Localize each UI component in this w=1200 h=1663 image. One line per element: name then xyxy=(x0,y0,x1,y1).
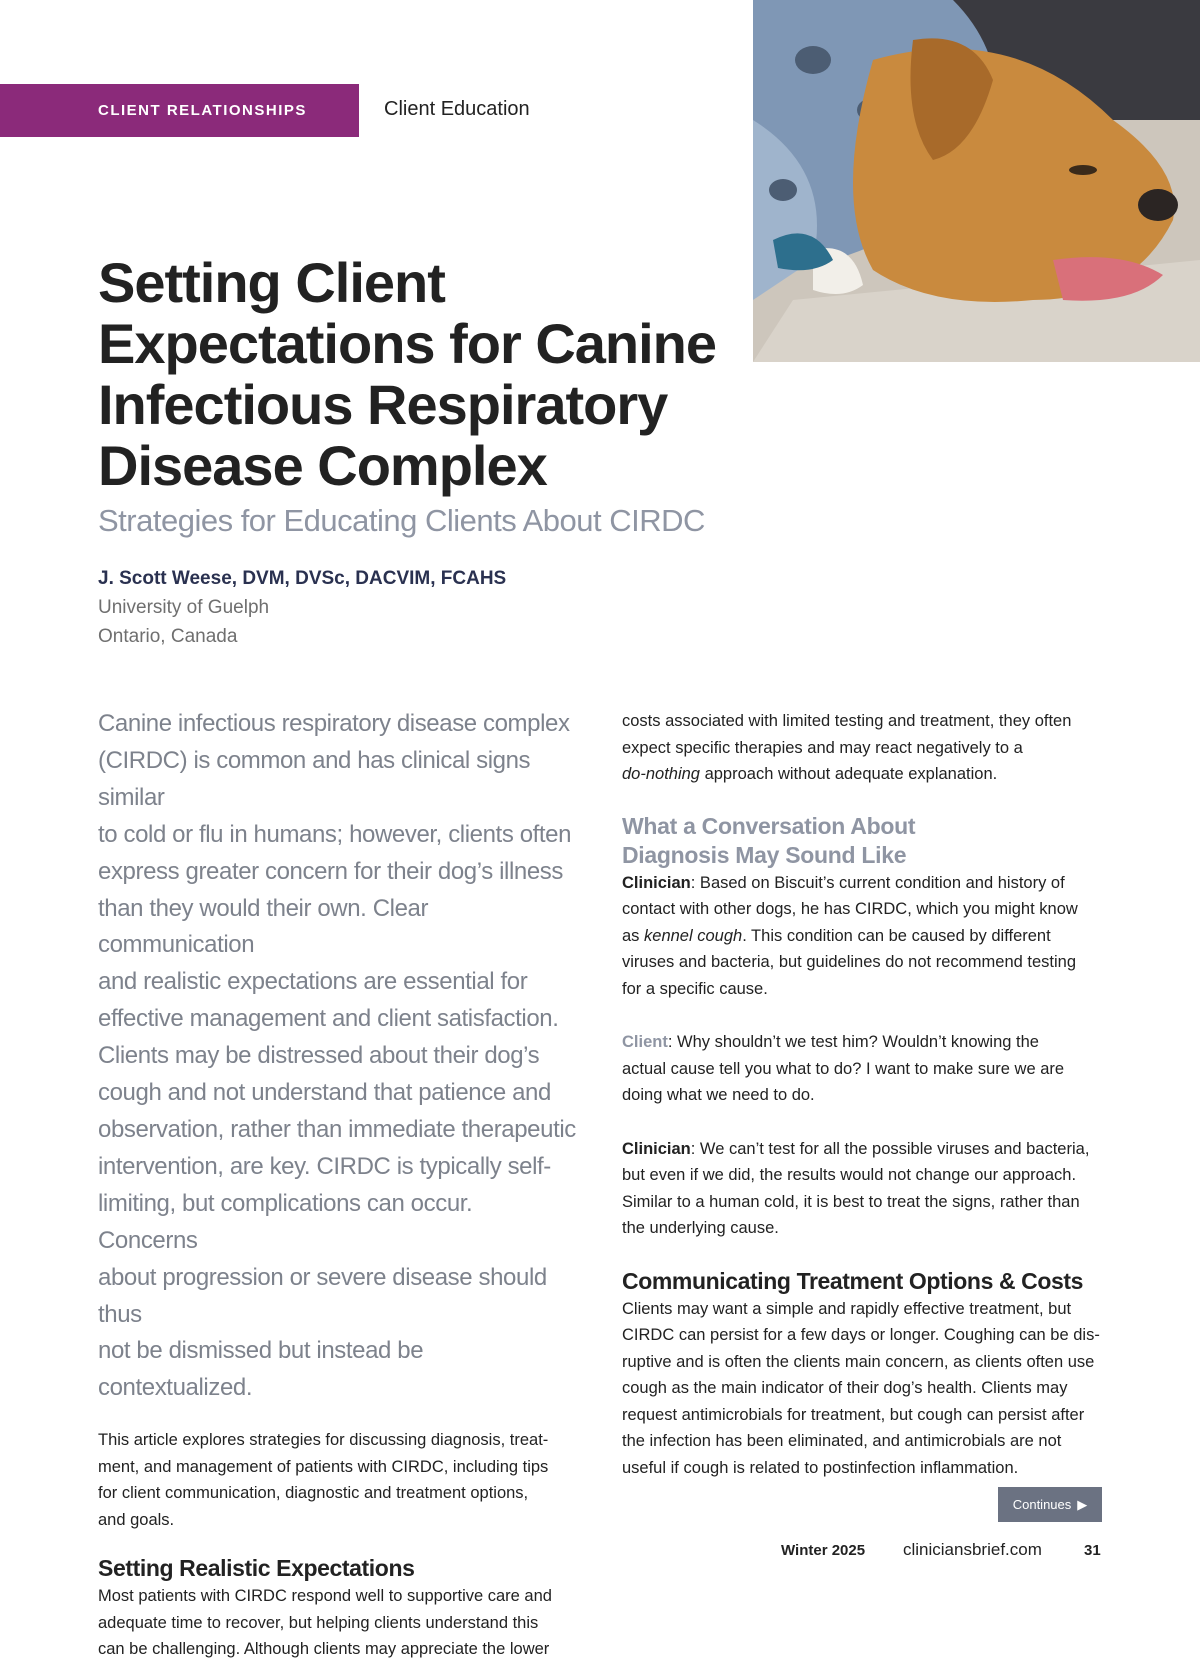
dialogue-clinician-2 xyxy=(622,1136,1104,1242)
lede-line: observation, rather than immediate therapeutic xyxy=(98,1115,576,1143)
body-line xyxy=(622,761,1104,788)
body-line: the infection has been eliminated, and antimicrobials are not xyxy=(622,1432,1062,1450)
title-line: Infectious Respiratory xyxy=(98,373,668,436)
body-line: ment, and management of patients with CIRDC, including tips xyxy=(98,1457,549,1476)
emphasis-text: do-nothing xyxy=(622,765,700,783)
title-line: Expectations for Canine xyxy=(98,312,717,375)
body-line: expect specific therapies and may react negatively to a xyxy=(622,738,1023,757)
lede-line: about progression or severe disease should thus xyxy=(98,1263,547,1328)
body-line: viruses and bacteria, but guidelines do not recommend testing xyxy=(622,953,1077,971)
treatment-paragraph xyxy=(622,1296,1104,1482)
dog-photo xyxy=(753,0,1200,362)
body-line: but even if we did, the results would not change our approach. xyxy=(622,1166,1077,1184)
heading-realistic-expectations: Setting Realistic Expectations xyxy=(98,1555,415,1582)
lede-line: not be dismissed but instead be contextualized. xyxy=(98,1337,424,1402)
intro-paragraph xyxy=(98,1427,576,1533)
body-line xyxy=(622,1136,1104,1163)
speaker-client: Client xyxy=(622,1033,668,1051)
section-tag-label: CLIENT RELATIONSHIPS xyxy=(98,102,307,119)
dialogue-clinician-1 xyxy=(622,870,1104,1003)
left-column xyxy=(98,706,576,1663)
lede-line: effective management and client satisfaction. xyxy=(98,1005,559,1033)
body-line xyxy=(622,1029,1104,1056)
lede-line: limiting, but complications can occur. Concerns xyxy=(98,1189,473,1254)
body-line: Most patients with CIRDC respond well to supportive care and xyxy=(98,1587,552,1606)
article-title xyxy=(98,252,718,496)
body-line: This article explores strategies for discussing diagnosis, treat- xyxy=(98,1431,549,1450)
body-line: Clients may want a simple and rapidly effective treatment, but xyxy=(622,1299,1072,1318)
body-text: . This condition can be caused by different xyxy=(742,926,1051,945)
body-text: as xyxy=(622,926,645,945)
lede-line: intervention, are key. CIRDC is typically self- xyxy=(98,1152,551,1180)
emphasis-text: kennel cough xyxy=(644,926,743,945)
lede-line: (CIRDC) is common and has clinical signs similar xyxy=(98,746,531,811)
lede-line: and realistic expectations are essential for xyxy=(98,968,528,996)
continues-button[interactable] xyxy=(998,1487,1102,1522)
lede-line: to cold or flu in humans; however, clients often xyxy=(98,820,572,848)
affiliation-line: Ontario, Canada xyxy=(98,626,238,647)
subsection-label: Client Education xyxy=(384,98,530,120)
continues-label: Continues xyxy=(1012,1497,1072,1512)
section-tag[interactable] xyxy=(0,84,359,137)
body-line: CIRDC can persist for a few days or longer. Coughing can be dis- xyxy=(622,1326,1100,1344)
body-line: adequate time to recover, but helping clients understand this xyxy=(98,1613,539,1632)
affiliation-line: University of Guelph xyxy=(98,597,270,618)
body-text: : Based on Biscuit’s current condition and history of xyxy=(690,873,1065,892)
body-line: for client communication, diagnostic and treatment options, xyxy=(98,1484,529,1503)
lede-line: cough and not understand that patience and xyxy=(98,1079,551,1107)
heading-line: Diagnosis May Sound Like xyxy=(622,841,907,868)
title-line: Disease Complex xyxy=(98,434,547,497)
lede-line: Canine infectious respiratory disease complex xyxy=(98,710,570,737)
body-line: useful if cough is related to postinfection inflammation. xyxy=(622,1458,1019,1477)
body-line: costs associated with limited testing and treatment, they often xyxy=(622,712,1072,730)
body-line: for a specific cause. xyxy=(622,979,768,998)
footer-issue: Winter 2025 xyxy=(781,1542,866,1559)
body-line xyxy=(622,870,1104,897)
body-text: : Why shouldn’t we test him? Wouldn’t knowing the xyxy=(667,1033,1039,1051)
body-line: ruptive and is often the clients main concern, as clients often use xyxy=(622,1352,1095,1371)
heading-line: What a Conversation About xyxy=(622,812,916,839)
body-line: doing what we need to do. xyxy=(622,1086,815,1104)
lede-line: Clients may be distressed about their dog’s xyxy=(98,1042,540,1070)
footer-site-link[interactable]: cliniciansbrief.com xyxy=(903,1540,1042,1559)
body-line: and goals. xyxy=(98,1510,175,1529)
expectations-paragraph xyxy=(98,1583,576,1663)
body-line: can be challenging. Although clients may appreciate the lower xyxy=(98,1640,550,1659)
article-subtitle: Strategies for Educating Clients About CIRDC xyxy=(98,503,705,538)
body-line: the underlying cause. xyxy=(622,1219,779,1237)
lede-line: than they would their own. Clear communication xyxy=(98,894,429,959)
speaker-clinician: Clinician xyxy=(622,873,691,892)
author-name: J. Scott Weese, DVM, DVSc, DACVIM, FCAHS xyxy=(98,568,507,589)
lede-line: express greater concern for their dog’s illness xyxy=(98,857,563,885)
dialogue-client xyxy=(622,1029,1104,1109)
title-line: Setting Client xyxy=(98,251,445,314)
speaker-clinician: Clinician xyxy=(622,1139,691,1158)
body-line: actual cause tell you what to do? I want to make sure we are xyxy=(622,1059,1065,1078)
body-line: contact with other dogs, he has CIRDC, which you might know xyxy=(622,900,1078,918)
lede-paragraph xyxy=(98,706,576,1407)
continued-paragraph xyxy=(622,708,1104,788)
body-line: Similar to a human cold, it is best to treat the signs, rather than xyxy=(622,1192,1080,1211)
body-text: approach without adequate explanation. xyxy=(699,765,998,783)
body-text: : We can’t test for all the possible viruses and bacteria, xyxy=(690,1139,1090,1158)
heading-conversation xyxy=(622,812,1104,870)
right-column xyxy=(622,708,1104,1481)
body-line xyxy=(622,923,1104,950)
play-arrow-icon: ▶ xyxy=(1077,1496,1088,1512)
page-number: 31 xyxy=(1084,1542,1101,1559)
body-line: request antimicrobials for treatment, but cough can persist after xyxy=(622,1405,1085,1424)
body-line: cough as the main indicator of their dog’s health. Clients may xyxy=(622,1379,1068,1397)
heading-treatment-options: Communicating Treatment Options & Costs xyxy=(622,1267,1084,1294)
